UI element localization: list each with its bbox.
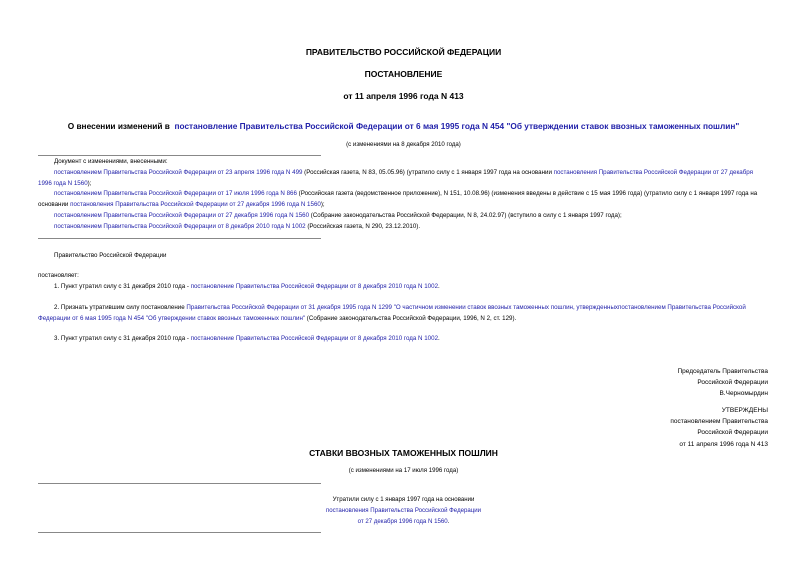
changes-intro: Документ с изменениями, внесенными: [54,158,168,165]
change-text: ); [87,179,92,187]
rates-title: СТАВКИ ВВОЗНЫХ ТАМОЖЕННЫХ ПОШЛИН [309,448,498,458]
divider [38,238,321,239]
change-item [38,168,768,190]
doc-type: ПОСТАНОВЛЕНИЕ [364,69,443,79]
doc-title [0,121,807,131]
point-3 [38,334,768,345]
point-link[interactable]: постановление Правительства Российской Федерации от 8 декабря 2010 года N 1002 [190,335,439,342]
approved-line: от 11 апреля 1996 года N 413 [679,440,768,448]
divider [38,155,321,156]
changes-note: (с изменениями на 8 декабря 2010 года) [346,141,461,148]
rates-note: (с изменениями на 17 июля 1996 года) [348,467,459,474]
lost-force-text: Утратили силу с 1 января 1997 года на основании [332,496,475,503]
change-text: (Российская газета, N 290, 23.12.2010). [305,222,421,230]
point-text: 3. Пункт утратил силу с 31 декабря 2010 года - [54,335,191,342]
government-text: Правительство Российской Федерации [54,252,167,259]
signature-line: В.Черномырдин [719,390,768,398]
change-text: (Российская газета (ведомственное приложение), N 151, 10.08.96) (изменения введены в действие с 15 мая 1996 года) (утратило силу с 1 января 1997 года на основании [38,190,758,209]
change-link[interactable]: постановлением Правительства Российской Федерации от 23 апреля 1996 года N 499 [54,168,303,176]
change-text: ); [320,201,325,209]
doc-title-prefix: О внесении изменений в [67,121,170,131]
point-link[interactable]: постановлением Правительства Российской Федерации от 6 мая 1995 года N 454 "Об утверждении ставок ввозных таможенных пошлин" [38,304,746,322]
point-text: 2. Признать утратившим силу постановление [54,304,187,311]
approved-line: постановлением Правительства [670,418,768,426]
change-item [38,189,768,211]
decides-line: постановляет: [38,272,79,279]
doc-title-link[interactable]: постановление Правительства Российской Федерации от 6 мая 1995 года N 454 "Об утверждении ставок ввозных таможенных пошлин" [174,121,740,131]
signature-line: Российской Федерации [697,379,768,387]
change-link[interactable]: постановлением Правительства Российской Федерации от 27 декабря 1996 года N 1560 [54,211,310,219]
approved-line: Российской Федерации [697,429,768,437]
lost-force-block [0,494,807,528]
point-link[interactable]: Правительства Российской Федерации от 31 декабря 1995 года N 1299 "О частичном изменении ставок ввозных таможенных пошлин, утвержденных [186,304,618,311]
lost-force-link[interactable]: от 27 декабря 1996 года N 1560 [357,518,448,526]
change-link[interactable]: постановлением Правительства Российской Федерации от 8 декабря 2010 года N 1002 [54,222,306,230]
divider [38,483,321,484]
change-text: (Российская газета, N 83, 05.05.96) (утратило силу с 1 января 1997 года на основании [302,168,554,176]
signature-block [677,366,768,400]
lost-force-text: . [447,518,450,526]
point-1 [38,282,768,293]
point-text: 1. Пункт утратил силу с 31 декабря 2010 года - [54,283,191,290]
government-line [38,251,768,262]
point-text: . [438,335,440,342]
lost-force-link[interactable]: постановления Правительства Российской Федерации [325,507,482,515]
change-link[interactable]: постановлением Правительства Российской Федерации от 17 июля 1996 года N 866 [54,190,297,198]
change-item [38,222,768,233]
signature-line: Председатель Правительства [677,368,768,375]
change-link[interactable]: постановления Правительства Российской Федерации от 27 декабря 1996 года N 1560 [70,201,321,209]
approved-line: УТВЕРЖДЕНЫ [721,407,768,414]
changes-block [38,157,768,233]
divider [38,532,321,533]
change-item [38,211,768,222]
change-link[interactable]: постановления Правительства Российской Федерации от 27 декабря 1996 года N 1560 [38,168,753,187]
point-text: . [438,283,440,290]
point-text: (Собрание законодательства Российской Федерации, 1996, N 2, ст. 129). [305,314,517,322]
org-title: ПРАВИТЕЛЬСТВО РОССИЙСКОЙ ФЕДЕРАЦИИ [305,47,502,57]
approved-block [670,405,768,450]
change-text: (Собрание законодательства Российской Федерации, N 8, 24.02.97) (вступило в силу с 1 января 1997 года); [309,211,622,219]
doc-date-number: от 11 апреля 1996 года N 413 [343,91,464,101]
point-link[interactable]: постановление Правительства Российской Федерации от 8 декабря 2010 года N 1002 [190,283,439,290]
point-2 [38,303,768,325]
